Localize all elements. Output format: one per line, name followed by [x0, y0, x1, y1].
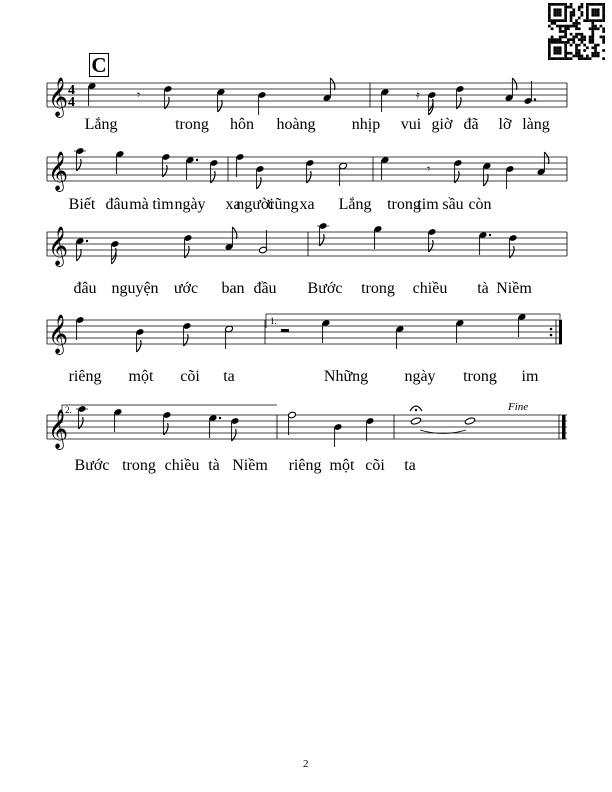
dot — [219, 417, 221, 419]
lyric-syllable: Niềm — [496, 280, 532, 297]
lyric-syllable: trong — [361, 280, 395, 297]
dot — [534, 98, 536, 100]
lyric-syllable: hôn — [230, 116, 254, 133]
note-flag — [232, 227, 237, 239]
rehearsal-mark: C — [89, 53, 109, 77]
lyric-syllable: chiều — [412, 280, 448, 297]
lyric-syllable: ước — [173, 280, 199, 297]
lyric-syllable: tà — [208, 457, 220, 474]
lyric-syllable: vui — [400, 116, 422, 133]
note-flag — [330, 78, 335, 90]
lyric-syllable: Niềm — [232, 457, 268, 474]
lyric-syllable: hoàng — [276, 116, 316, 133]
lyric-syllable: Lắng — [84, 116, 118, 133]
lyric-syllable: ta — [404, 457, 416, 474]
note-flag — [257, 177, 262, 189]
lyric-syllable: ban — [221, 280, 245, 297]
lyric-syllable: đâu — [73, 280, 97, 297]
lyric-syllable: một — [128, 368, 154, 385]
volta-1-label: 1. — [270, 316, 277, 326]
lyric-syllable: cõi — [180, 368, 200, 385]
lyric-syllable: Bước — [74, 457, 110, 474]
fine-marking: Fine — [508, 401, 529, 413]
lyric-syllable: trong — [175, 116, 209, 133]
note-flag — [218, 100, 223, 112]
repeat-dot — [550, 334, 553, 337]
time-signature-bottom: 4 — [68, 95, 75, 110]
lyric-syllable: ngày — [404, 368, 436, 385]
lyric-syllable: xa — [225, 196, 241, 213]
lyric-syllable: ta — [223, 368, 235, 385]
treble-clef-icon: 𝄞 — [48, 409, 69, 449]
lyric-syllable: tà — [477, 280, 489, 297]
lyric-syllable: Biết — [68, 196, 96, 213]
lyric-syllable: nhịp — [351, 116, 381, 133]
lyric-syllable: xa — [299, 196, 315, 213]
lyric-syllable: trong — [122, 457, 156, 474]
fermata-dot — [415, 409, 417, 411]
treble-clef-icon: 𝄞 — [48, 151, 69, 191]
lyric-syllable: nguyện — [111, 280, 159, 297]
lyric-syllable: riêng — [288, 457, 322, 474]
lyric-syllable: Bước — [307, 280, 343, 297]
note-flag — [77, 249, 82, 261]
treble-clef-icon: 𝄞 — [48, 77, 69, 117]
lyric-syllable: làng — [522, 116, 550, 133]
lyric-syllable: người — [236, 196, 274, 213]
dot — [86, 240, 88, 242]
lyric-syllable: cõi — [365, 457, 385, 474]
rest-icon: 𝄾 — [137, 88, 141, 102]
lyric-syllable: trong — [387, 196, 421, 213]
lyric-syllable: cũng — [267, 196, 299, 213]
lyric-syllable: còn — [468, 196, 492, 213]
half-rest-icon — [281, 329, 289, 332]
lyric-syllable: lỡ — [498, 116, 512, 133]
lyric-syllable: chiều — [164, 457, 200, 474]
lyric-syllable: đầu — [253, 280, 277, 297]
lyric-syllable: đâu — [105, 196, 129, 213]
treble-clef-icon: 𝄞 — [48, 226, 69, 266]
lyric-syllable: Lắng — [338, 196, 372, 213]
rest-icon: 𝄾 — [427, 162, 431, 176]
dot — [489, 234, 491, 236]
lyric-syllable: Những — [323, 368, 369, 385]
lyric-syllable: riêng — [68, 368, 102, 385]
lyric-syllable: một — [329, 457, 355, 474]
dot — [196, 159, 198, 161]
lyric-syllable: giờ — [431, 116, 453, 133]
page-number: 2 — [303, 758, 309, 770]
note-flag — [137, 340, 142, 352]
note-head — [410, 417, 421, 425]
note-flag — [484, 174, 489, 186]
repeat-dot — [550, 328, 553, 331]
repeat-barline — [559, 320, 562, 344]
lyric-syllable: tìm — [152, 196, 174, 213]
lyric-syllable: ngày — [174, 196, 206, 213]
time-signature-top: 4 — [68, 83, 75, 98]
qr-code-icon — [548, 3, 605, 60]
lyric-syllable: trong — [463, 368, 497, 385]
lyric-syllable: đã — [463, 116, 479, 133]
treble-clef-icon: 𝄞 — [48, 314, 69, 354]
lyric-syllable: mà — [129, 196, 149, 213]
note-flag — [544, 152, 549, 164]
volta-2-label: 2. — [65, 405, 72, 415]
final-barline — [562, 415, 566, 439]
note-head — [464, 417, 475, 425]
note-flag — [512, 78, 517, 90]
lyric-syllable: im — [521, 368, 539, 385]
lyric-syllable: sầu — [442, 196, 464, 213]
lyric-syllable: tim — [417, 196, 439, 213]
rest-icon: 𝄿 — [416, 88, 420, 102]
